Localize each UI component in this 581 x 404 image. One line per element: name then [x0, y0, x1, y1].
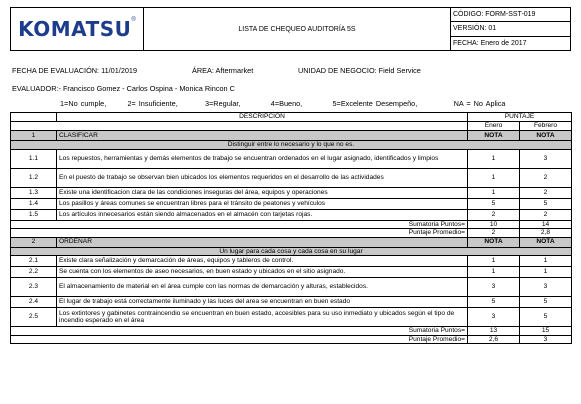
sum-label: Sumatoria Puntos=	[11, 220, 468, 229]
registered-mark-icon: ®	[131, 17, 136, 23]
rating-scale: 1=No cumple, 2= Insuficiente, 3=Regular, 4=Bueno, 5=Excelente Desempeño, NA = No Aplica	[60, 99, 506, 108]
month-jan-header: Enero	[468, 122, 520, 131]
avg-jan: 2	[468, 229, 520, 238]
section-name: CLASIFICAR	[57, 131, 468, 141]
nota-header: NOTA	[520, 131, 572, 141]
table-row: 1.2 En el puesto de trabajo se observan bien ubicados los elementos requeridos en el desarrollo de las actividades 1 2	[11, 168, 572, 187]
table-row: 2.5 Los extintores y gabinetes contraincendio se encuentran en buen estado, accesibles para su uso inmediato y ubicados según el tipo de incendio esperado en el área 3 5	[11, 308, 572, 327]
sum-label: Sumatoria Puntos=	[11, 327, 468, 336]
avg-label: Puntaje Promedio=	[11, 335, 468, 344]
section-number: 2	[11, 237, 57, 247]
month-feb-header: Febrero	[520, 122, 572, 131]
sum-jan: 10	[468, 220, 520, 229]
avg-feb: 2,8	[520, 229, 572, 238]
section-subtitle: Un lugar para cada cosa y cada cosa en su lugar	[11, 247, 572, 256]
nota-header: NOTA	[520, 237, 572, 247]
evaluators: EVALUADOR:- Francisco Gomez - Carlos Ospina - Monica Rincon C	[12, 84, 235, 93]
avg-label: Puntaje Promedio=	[11, 229, 468, 238]
nota-header: NOTA	[468, 131, 520, 141]
table-row: 1.1 Los repuestos, herramientas y demás elementos de trabajo se encuentran ordenados en el lugar asignado, identificados y limpios 1 3	[11, 149, 572, 168]
checklist-table	[10, 112, 572, 344]
sum-feb: 14	[520, 220, 572, 229]
nota-header: NOTA	[468, 237, 520, 247]
table-row: 2.1 Existe clara señalización y demarcación de áreas, equipos y tableros de control. 1 1	[11, 256, 572, 267]
avg-jan: 2,6	[468, 335, 520, 344]
eval-date: FECHA DE EVALUACIÓN: 11/01/2019	[12, 66, 138, 75]
table-row: 2.4 El lugar de trabajo está correctamente iluminado y las luces del area se encuentran en buen estado 5 5	[11, 297, 572, 308]
section-subtitle: Distinguir entre lo necesario y lo que no es.	[11, 141, 572, 150]
section-name: ORDENAR	[57, 237, 468, 247]
document-title: LISTA DE CHEQUEO AUDITORÍA 5S	[144, 8, 451, 51]
logo-cell	[11, 8, 144, 51]
business-unit: UNIDAD DE NEGOCIO: Field Service	[298, 66, 421, 75]
score-header: PUNTAJE	[468, 113, 572, 122]
document-version: VERSIÓN: 01	[451, 22, 571, 36]
komatsu-logo: KOMATSU	[18, 17, 132, 41]
section-number: 1	[11, 131, 57, 141]
table-row: 1.5 Los artículos innecesarios están siendo almacenados en el almacén con tarjetas rojas. 2 2	[11, 209, 572, 220]
sum-feb: 15	[520, 327, 572, 336]
table-row: 2.2 Se cuenta con los elementos de aseo necesarios, en buen estado y ubicados en el sitio asignado. 1 1	[11, 267, 572, 278]
table-row: 2.3 El almacenamiento de material en el área cumple con las normas de demarcación y alturas, establecidos. 3 3	[11, 278, 572, 297]
sum-jan: 13	[468, 327, 520, 336]
avg-feb: 3	[520, 335, 572, 344]
area: ÁREA: Aftermarket	[192, 66, 254, 75]
document-code: CÓDIGO: FORM-SST-019	[451, 8, 571, 22]
description-header: DESCRIPCION	[57, 113, 468, 122]
table-row: 1.3 Existe una identificacion clara de las condiciones inseguras del área, equipos y operaciones 1 2	[11, 187, 572, 198]
document-header	[10, 7, 571, 51]
document-date: FECHA: Enero de 2017	[451, 36, 571, 50]
table-row: 1.4 Los pasillos y áreas comunes se encuentran libres para el tránsito de peatones y vehículos 5 5	[11, 198, 572, 209]
